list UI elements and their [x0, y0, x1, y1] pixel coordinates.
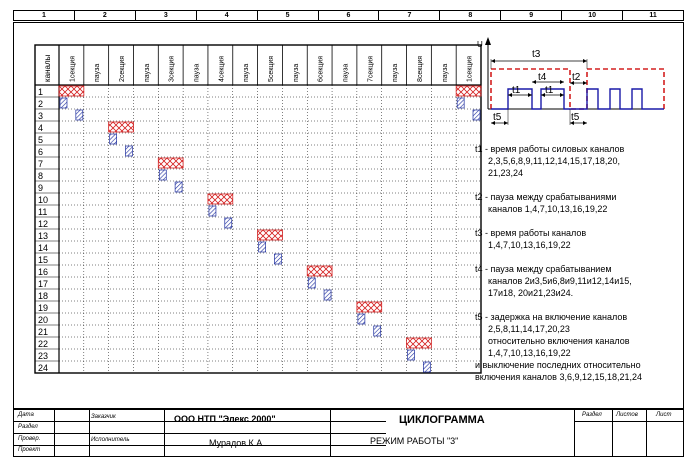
channel-number: 8 [38, 171, 44, 181]
column-header-label: пауза [243, 63, 251, 82]
channel-number: 9 [38, 183, 44, 193]
channel-number: 18 [38, 291, 49, 301]
channel-number: 15 [38, 255, 49, 265]
column-header-label: 5секция [268, 55, 275, 82]
t5-dimension-arrow [504, 121, 508, 125]
delay-block [358, 314, 365, 324]
power-pulse [307, 266, 332, 276]
channel-number: 1 [38, 87, 44, 97]
cyclogram-diagram [14, 23, 683, 408]
t3-dimension-arrow [491, 59, 495, 63]
power-pulse [59, 86, 84, 96]
tb-executor-label: Исполнитель [91, 437, 130, 443]
zone-number: 4 [197, 11, 258, 20]
zone-number: 3 [136, 11, 197, 20]
zone-number: 8 [440, 11, 501, 20]
tb-company: ООО НТП "Элекс 2000" [174, 414, 276, 424]
column-header-label: 1секция [466, 55, 474, 82]
zone-number: 5 [258, 11, 319, 20]
drawing-frame [13, 22, 684, 409]
delay-block [76, 110, 83, 120]
legend-line: t1 - время работы силовых каналов [475, 144, 625, 154]
tb-customer-label: Заказчик [91, 414, 116, 420]
column-header-label: 8секция [416, 55, 424, 82]
tb-razdel-label: Раздел [582, 412, 602, 418]
u-axis-arrow [485, 37, 491, 45]
delay-block [225, 218, 232, 228]
t5b-dimension-arrow [583, 121, 587, 125]
legend-line: 21,23,24 [488, 168, 524, 178]
channel-number: 19 [38, 303, 49, 313]
t1-label: t1 [545, 85, 554, 96]
t5-label: t5 [493, 112, 502, 123]
delay-block [125, 146, 132, 156]
delay-block [374, 326, 381, 336]
channel-number: 11 [38, 207, 48, 217]
channel-number: 16 [38, 267, 49, 277]
column-header-label: 6секция [317, 55, 325, 82]
column-header-label: 7секция [367, 55, 375, 82]
t3-label: t3 [532, 49, 541, 60]
t1-label: t1 [512, 85, 521, 96]
title-block [13, 409, 684, 457]
channel-number: 24 [38, 363, 49, 373]
delay-block [308, 278, 315, 288]
grid-outline [35, 45, 481, 373]
tb-subtitle: РЕЖИМ РАБОТЫ "3" [370, 436, 459, 446]
t4-dimension-arrow [532, 80, 536, 84]
legend-line: каналов 2и3,5и6,8и9,11и12,14и15, [488, 276, 632, 286]
tb-project-label: Проект [18, 447, 41, 453]
zone-number: 1 [14, 11, 75, 20]
legend-line: t3 - время работы каналов [475, 228, 587, 238]
channel-number: 4 [38, 123, 44, 133]
delay-block [110, 134, 117, 144]
delay-block [209, 206, 216, 216]
power-pulse [456, 86, 481, 96]
channel-number: 2 [38, 99, 44, 109]
legend-line: t5 - задержка на включение каналов [475, 312, 628, 322]
delay-block [259, 242, 266, 252]
legend-line: каналов 1,4,7,10,13,16,19,22 [488, 204, 608, 214]
column-header-label: пауза [392, 63, 400, 82]
channel-number: 12 [38, 219, 49, 229]
channel-number: 14 [38, 243, 49, 253]
delay-block [423, 362, 430, 372]
zone-number: 7 [379, 11, 440, 20]
t4-dimension-arrow [560, 80, 564, 84]
zone-ruler [13, 10, 684, 21]
legend-line: t2 - пауза между срабатываниями [475, 192, 617, 202]
legend-line: 2,5,8,11,14,17,20,23 [488, 324, 570, 334]
legend-line: и выключение последних относительно [475, 360, 641, 370]
power-pulse [158, 158, 183, 168]
channel-number: 20 [38, 315, 49, 325]
channel-header: каналы [43, 54, 52, 82]
column-header-label: 4секция [218, 55, 226, 82]
channel-number: 23 [38, 351, 49, 361]
zone-number: 10 [562, 11, 623, 20]
power-pulse [208, 194, 233, 204]
channel-number: 3 [38, 111, 44, 121]
delay-block [159, 170, 166, 180]
column-header-label: пауза [342, 63, 350, 82]
power-pulse [357, 302, 382, 312]
power-pulse [407, 338, 432, 348]
column-header-label: пауза [292, 63, 300, 82]
u-axis-label: U [477, 40, 483, 49]
channel-number: 7 [38, 159, 44, 169]
legend-line: 2,3,5,6,8,9,11,12,14,15,17,18,20, [488, 156, 620, 166]
t2-label: t2 [572, 72, 581, 83]
t4-label: t4 [538, 72, 547, 83]
tb-list-label: Лист [656, 412, 672, 418]
column-header-label: 3секция [168, 55, 176, 82]
channel-number: 21 [38, 327, 49, 337]
legend-line: 1,4,7,10,13,16,19,22 [488, 240, 571, 250]
column-header-label: 1секция [69, 55, 77, 82]
delay-block [457, 98, 464, 108]
column-header-label: пауза [193, 63, 201, 82]
legend-line: относительно включения каналов [488, 336, 630, 346]
tb-listov-label: Листов [616, 412, 638, 418]
channel-number: 10 [38, 195, 49, 205]
legend-line: 17и18, 20и21,23и24. [488, 288, 574, 298]
zone-number: 11 [649, 12, 657, 19]
column-header-label: пауза [94, 63, 102, 82]
zone-number: 2 [75, 11, 136, 20]
channel-number: 22 [38, 339, 49, 349]
channel-number: 13 [38, 231, 49, 241]
t3-dimension-arrow [583, 59, 587, 63]
tb-section-label: Раздел [18, 424, 38, 430]
channel-number: 17 [38, 279, 49, 289]
power-pulse [258, 230, 283, 240]
tb-checked-label: Провер. [18, 436, 41, 442]
tb-author: Мурадов К.А. [209, 438, 265, 448]
delay-block [175, 182, 182, 192]
t5-label: t5 [571, 112, 580, 123]
delay-block [408, 350, 415, 360]
legend-line: t4 - пауза между срабатыванием [475, 264, 612, 274]
column-header-label: пауза [441, 63, 449, 82]
legend-line: включения каналов 3,6,9,12,15,18,21,24 [475, 372, 643, 382]
delay-block [324, 290, 331, 300]
column-header-label: пауза [143, 63, 151, 82]
power-pulse [109, 122, 134, 132]
column-header-label: 2секция [119, 55, 127, 82]
tb-data-label: Дата [18, 412, 34, 418]
zone-number: 9 [501, 11, 562, 20]
delay-block [60, 98, 67, 108]
legend-line: 1,4,7,10,13,16,19,22 [488, 348, 571, 358]
channel-number: 5 [38, 135, 44, 145]
delay-block [274, 254, 281, 264]
channel-number: 6 [38, 147, 44, 157]
zone-number: 6 [319, 11, 380, 20]
delay-block [473, 110, 480, 120]
tb-title: ЦИКЛОГРАММА [399, 414, 485, 426]
